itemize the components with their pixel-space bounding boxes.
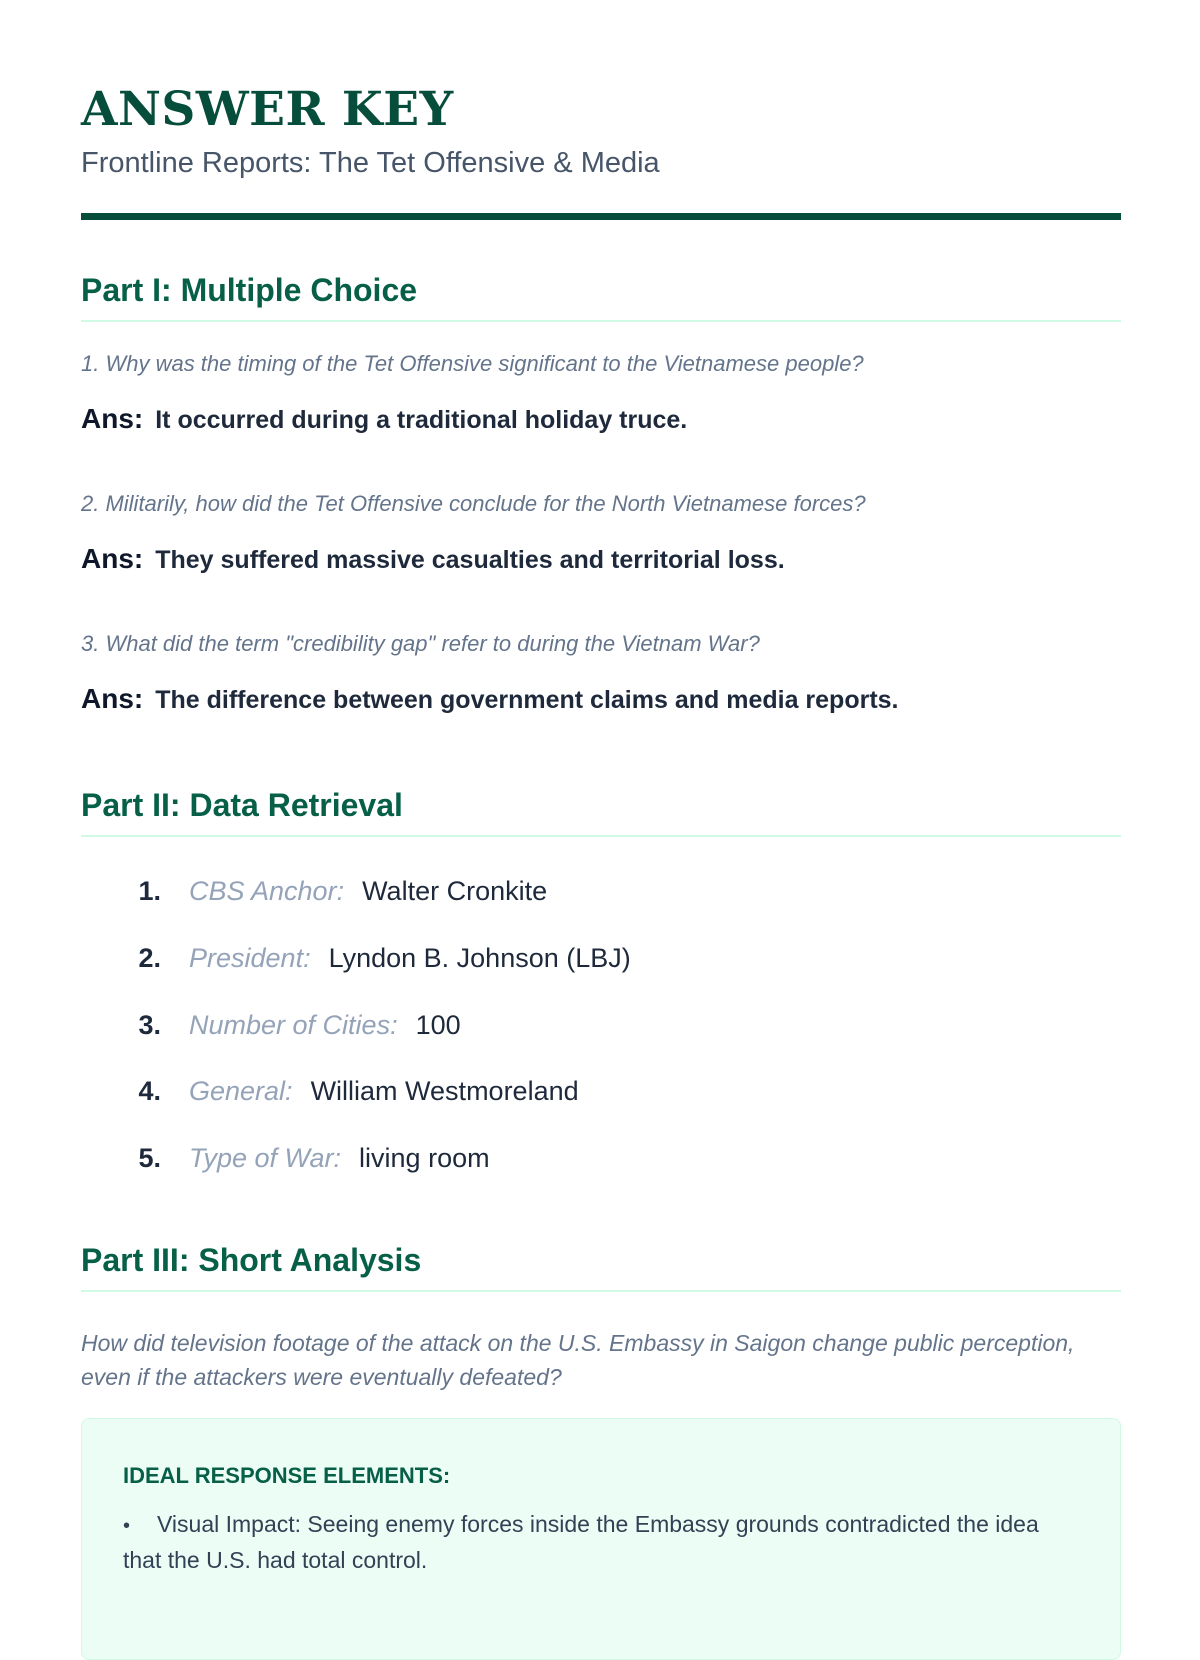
question-2: 2. Militarily, how did the Tet Offensive conclude for the North Vietnamese forces? (81, 491, 866, 516)
data-item-value: living room (359, 1143, 490, 1173)
section-heading-part-1: Part I: Multiple Choice (81, 270, 1121, 322)
response-elements-list (123, 1507, 1073, 1577)
analysis-question: How did television footage of the attack on the U.S. Embassy in Saigon change public perception, even if the attackers were eventually defeated? (81, 1330, 1075, 1390)
ans-label: Ans: (81, 543, 144, 574)
data-item-number: 1. (138, 876, 161, 906)
question-1: 1. Why was the timing of the Tet Offensive significant to the Vietnamese people? (81, 351, 864, 376)
data-item-number: 5. (138, 1143, 161, 1173)
data-item-number: 3. (138, 1010, 161, 1040)
data-item-number: 2. (138, 943, 161, 973)
data-item-label: General: (189, 1076, 293, 1106)
data-item-value: William Westmoreland (310, 1076, 579, 1106)
answer-text: They suffered massive casualties and territorial loss. (155, 546, 785, 574)
data-item-label: President: (189, 943, 311, 973)
data-item (81, 940, 1121, 976)
ans-label: Ans: (81, 403, 144, 434)
ans-label: Ans: (81, 683, 144, 714)
ideal-response-box (81, 1418, 1121, 1660)
data-item-number: 4. (138, 1076, 161, 1106)
data-item-value: Lyndon B. Johnson (LBJ) (328, 943, 631, 973)
data-item-value: Walter Cronkite (362, 876, 548, 906)
bullet-icon: • (123, 1515, 131, 1537)
page-subtitle: Frontline Reports: The Tet Offensive & Media (81, 147, 660, 179)
answer-text: The difference between government claims and media reports. (155, 686, 899, 714)
page-title: ANSWER KEY (81, 82, 454, 137)
data-item-value: 100 (415, 1010, 461, 1040)
data-item-label: Type of War: (189, 1143, 342, 1173)
question-3: 3. What did the term "credibility gap" refer to during the Vietnam War? (81, 631, 760, 656)
response-title: IDEAL RESPONSE ELEMENTS: (123, 1463, 451, 1488)
answer-3 (81, 683, 899, 716)
answer-2 (81, 543, 785, 576)
list-item (123, 1507, 1073, 1577)
section-heading-part-3: Part III: Short Analysis (81, 1240, 1121, 1292)
title-divider (81, 213, 1121, 220)
data-item (81, 873, 1121, 909)
answer-text: It occurred during a traditional holiday truce. (155, 406, 688, 434)
data-item (81, 1007, 1121, 1043)
data-item-label: Number of Cities: (189, 1010, 398, 1040)
response-element-text: Visual Impact: Seeing enemy forces inside the Embassy grounds contradicted the idea that the U.S. had total control. (123, 1511, 1039, 1573)
data-item (81, 1140, 1121, 1176)
data-item-label: CBS Anchor: (189, 876, 345, 906)
section-heading-part-2: Part II: Data Retrieval (81, 785, 1121, 837)
data-item (81, 1073, 1121, 1109)
answer-1 (81, 403, 687, 436)
